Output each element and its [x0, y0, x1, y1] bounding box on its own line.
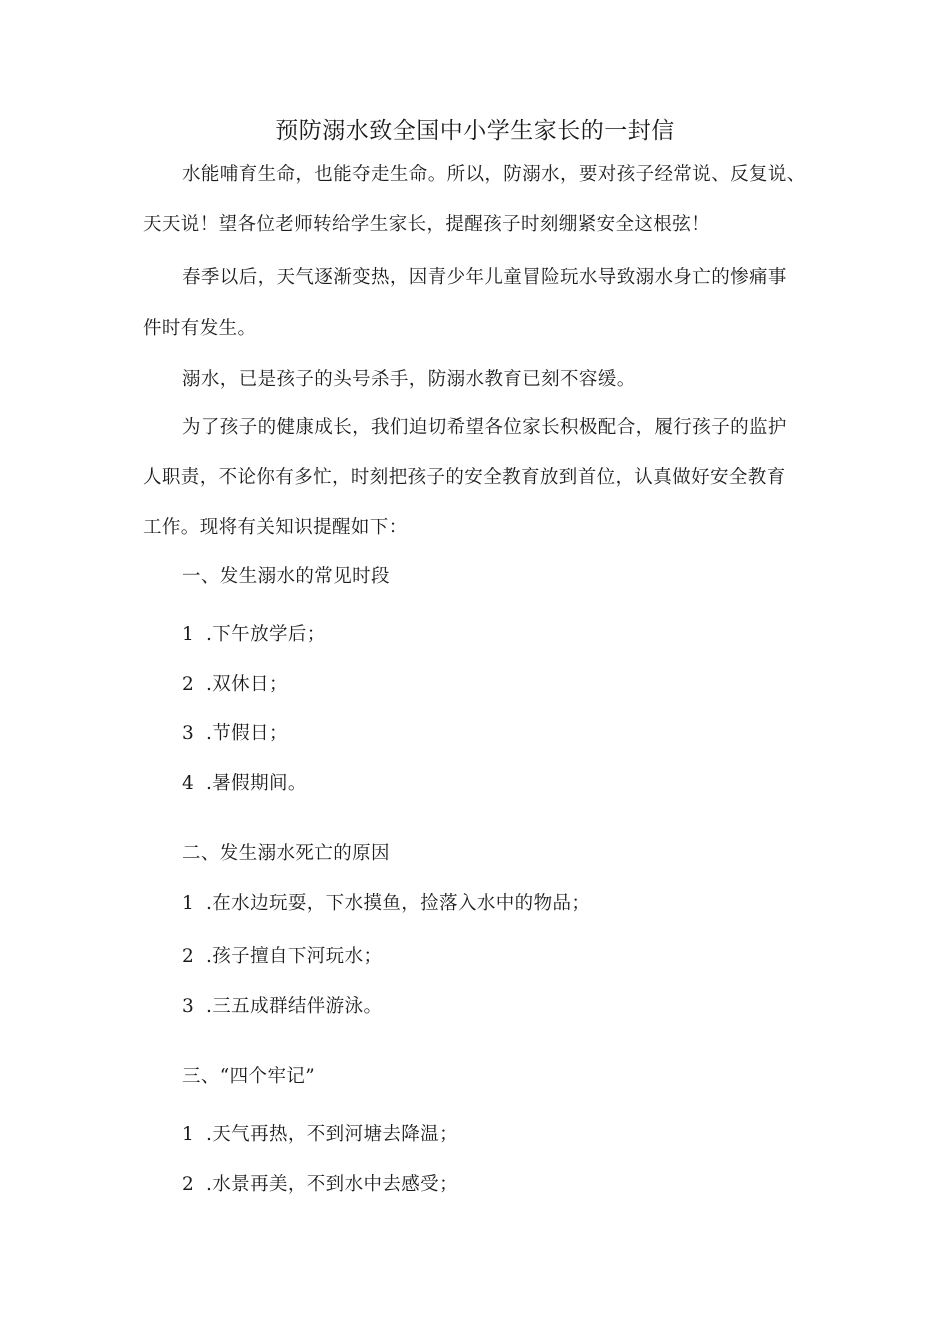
list-item: [182, 942, 382, 968]
list-item-text: .孩子擅自下河玩水；: [206, 946, 383, 967]
list-item: [182, 992, 382, 1018]
list-item-number: 1: [182, 1124, 195, 1145]
paragraph-line: 水能哺育生命，也能夺走生命。所以，防溺水，要对孩子经常说、反复说、: [182, 164, 806, 185]
list-item-number: 2: [182, 674, 195, 695]
list-item: [182, 620, 326, 646]
paragraph-line: 天天说！望各位老师转给学生家长，提醒孩子时刻绷紧安全这根弦！: [143, 214, 711, 235]
section-heading: 一、发生溺水的常见时段: [182, 566, 390, 587]
list-item-text: .水景再美，不到水中去感受；: [206, 1174, 458, 1195]
paragraph-line: 人职责，不论你有多忙，时刻把孩子的安全教育放到首位，认真做好安全教育: [143, 467, 786, 488]
list-item-number: 3: [182, 723, 195, 744]
list-item-number: 3: [182, 996, 195, 1017]
list-item: [182, 1170, 458, 1196]
paragraph-line: 溺水，已是孩子的头号杀手，防溺水教育已刻不容缓。: [182, 369, 636, 390]
list-item: [182, 670, 288, 696]
section-heading: 二、发生溺水死亡的原因: [182, 843, 390, 864]
list-item-number: 2: [182, 946, 195, 967]
list-item-text: .暑假期间。: [206, 773, 307, 794]
list-item-text: .在水边玩耍，下水摸鱼，捡落入水中的物品；: [206, 893, 591, 914]
list-item: [182, 719, 288, 745]
list-item-text: .双休日；: [206, 674, 288, 695]
section-heading: 三、“四个牢记”: [182, 1066, 316, 1087]
list-item-text: .下午放学后；: [206, 624, 326, 645]
paragraph-line: 春季以后，天气逐渐变热，因青少年儿童冒险玩水导致溺水身亡的惨痛事: [182, 267, 787, 288]
list-item-text: .天气再热，不到河塘去降温；: [206, 1124, 458, 1145]
list-item: [182, 889, 590, 915]
list-item-text: .节假日；: [206, 723, 288, 744]
document-title: 预防溺水致全国中小学生家长的一封信: [275, 118, 675, 144]
list-item-text: .三五成群结伴游泳。: [206, 996, 383, 1017]
paragraph-line: 为了孩子的健康成长，我们迫切希望各位家长积极配合，履行孩子的监护: [182, 417, 787, 438]
list-item-number: 2: [182, 1174, 195, 1195]
list-item: [182, 1120, 458, 1146]
list-item-number: 1: [182, 624, 195, 645]
list-item: [182, 769, 307, 795]
list-item-number: 1: [182, 893, 195, 914]
paragraph-line: 件时有发生。: [143, 318, 257, 339]
list-item-number: 4: [182, 773, 195, 794]
paragraph-line: 工作。现将有关知识提醒如下：: [143, 517, 408, 538]
